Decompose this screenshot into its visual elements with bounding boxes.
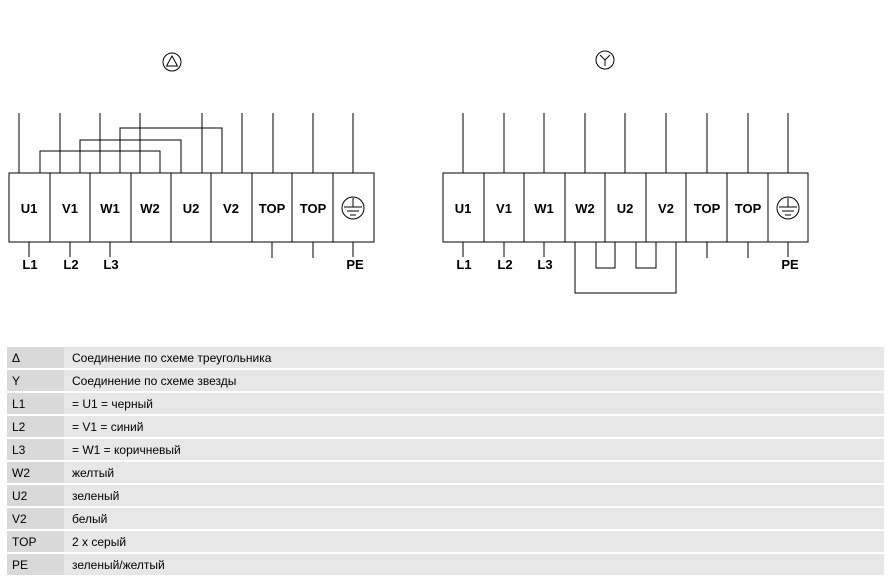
terminal-label: U2: [182, 201, 200, 216]
legend-description: Соединение по схеме треугольника: [64, 347, 884, 368]
supply-label-l2: L2: [63, 257, 79, 272]
supply-label-l1: L1: [456, 257, 472, 272]
terminal-label: W2: [575, 201, 595, 216]
legend-description: 2 x серый: [64, 531, 884, 552]
earth-label: PE: [346, 257, 364, 272]
legend-code: L3: [7, 439, 64, 460]
terminal-label: W1: [100, 201, 120, 216]
supply-label-l3: L3: [537, 257, 553, 272]
star-top-wires: [463, 113, 788, 173]
star-icon: [596, 51, 614, 69]
star-bottom-wires: [463, 242, 788, 258]
legend-description: зеленый: [64, 485, 884, 506]
terminal-label: TOP: [734, 201, 762, 216]
legend-row: [7, 439, 884, 460]
legend-description: белый: [64, 508, 884, 529]
legend-code: Y: [7, 370, 64, 391]
star-bridges: [575, 242, 676, 293]
legend-code: W2: [7, 462, 64, 483]
legend-code: Δ: [7, 347, 64, 368]
legend-description: = W1 = коричневый: [64, 439, 884, 460]
terminal-label: TOP: [258, 201, 286, 216]
legend-row: [7, 485, 884, 506]
star-diagram: [443, 51, 808, 293]
legend-description: = V1 = синий: [64, 416, 884, 437]
supply-label-l2: L2: [497, 257, 513, 272]
delta-top-wires: [19, 113, 353, 173]
delta-bottom-wires: [29, 242, 353, 258]
legend-description: желтый: [64, 462, 884, 483]
legend-table: [7, 345, 884, 577]
legend-code: V2: [7, 508, 64, 529]
terminal-label: V2: [223, 201, 239, 216]
legend-row: [7, 554, 884, 575]
legend-row: [7, 416, 884, 437]
star-terminal-block: [443, 173, 808, 242]
legend-code: PE: [7, 554, 64, 575]
legend-code: L2: [7, 416, 64, 437]
legend-row: [7, 531, 884, 552]
legend-description: = U1 = черный: [64, 393, 884, 414]
terminal-label: U2: [616, 201, 634, 216]
earth-label: PE: [781, 257, 799, 272]
terminal-label: TOP: [693, 201, 721, 216]
terminal-label: V1: [62, 201, 78, 216]
terminal-label: W1: [534, 201, 554, 216]
legend-code: TOP: [7, 531, 64, 552]
terminal-label: U1: [454, 201, 472, 216]
legend-code: U2: [7, 485, 64, 506]
delta-diagram: [9, 53, 374, 272]
legend-description: Соединение по схеме звезды: [64, 370, 884, 391]
triangle-icon: [163, 53, 181, 71]
terminal-label: V2: [658, 201, 674, 216]
legend-description: зеленый/желтый: [64, 554, 884, 575]
terminal-label: U1: [20, 201, 38, 216]
legend-code: L1: [7, 393, 64, 414]
legend-row: [7, 347, 884, 368]
supply-label-l1: L1: [22, 257, 38, 272]
terminal-label: TOP: [299, 201, 327, 216]
legend-row: [7, 370, 884, 391]
supply-label-l3: L3: [103, 257, 119, 272]
delta-bridges: [40, 128, 222, 173]
terminal-label: W2: [140, 201, 160, 216]
terminal-label: V1: [496, 201, 512, 216]
legend-row: [7, 462, 884, 483]
legend-row: [7, 508, 884, 529]
legend-row: [7, 393, 884, 414]
delta-terminal-block: [9, 173, 374, 242]
